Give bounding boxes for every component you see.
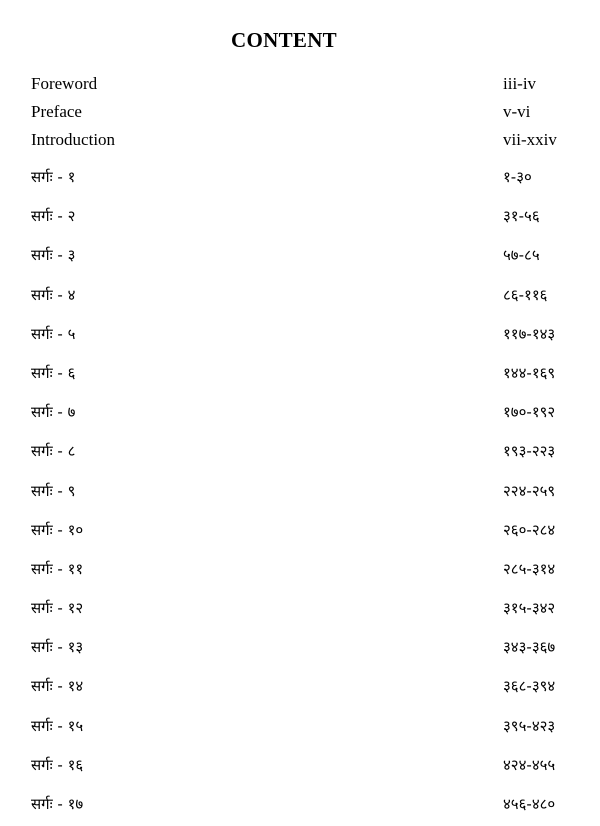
toc-entry-label: सर्गः - ३	[31, 246, 76, 265]
toc-row-canto-17	[31, 785, 576, 824]
toc-entry-label: सर्गः - १४	[31, 677, 84, 696]
toc-entry-label: सर्गः - ४	[31, 285, 76, 304]
toc-page-range: ५७-८५	[503, 246, 540, 265]
toc-page-range: ११७-१४३	[503, 324, 556, 343]
toc-entry-label: सर्गः - ९	[31, 481, 76, 500]
toc-page-range: ४२४-४५५	[503, 755, 556, 774]
toc-row-canto-7	[31, 393, 576, 432]
toc-entry-label: सर्गः - १५	[31, 716, 84, 735]
toc-page-range: ३६८-३९४	[503, 677, 556, 696]
toc-row-preface	[31, 98, 576, 126]
toc-entry-label: सर्गः - ६	[31, 363, 76, 382]
toc-entry-label: सर्गः - १७	[31, 795, 84, 813]
toc-row-foreword	[31, 70, 576, 98]
toc-page-range: २२४-२५९	[503, 481, 556, 500]
toc-entry-label: सर्गः - १०	[31, 520, 84, 539]
toc-row-canto-13	[31, 628, 576, 667]
toc-entry-label: Introduction	[31, 130, 116, 149]
toc-page-range: ३४३-३६७	[503, 638, 556, 657]
toc-entry-label: सर्गः - ५	[31, 324, 76, 343]
toc-entry-label: सर्गः - २	[31, 207, 76, 226]
toc-row-canto-3	[31, 236, 576, 275]
table-of-contents	[31, 70, 576, 824]
toc-row-canto-8	[31, 432, 576, 471]
toc-page-range: ३९५-४२३	[503, 716, 556, 735]
toc-page-range: १-३०	[503, 168, 532, 186]
toc-page-range: २६०-२८४	[503, 520, 556, 539]
toc-row-canto-2	[31, 197, 576, 236]
toc-entry-label: सर्गः - १६	[31, 755, 84, 774]
toc-entry-label: सर्गः - ८	[31, 442, 76, 461]
toc-row-canto-1	[31, 158, 576, 197]
toc-row-canto-16	[31, 746, 576, 785]
toc-page-range: ८६-११६	[503, 285, 548, 304]
toc-page-range: १४४-१६९	[503, 363, 556, 382]
toc-row-canto-9	[31, 472, 576, 511]
toc-entry-label: Foreword	[31, 74, 98, 93]
toc-page-range: vii-xxiv	[503, 130, 557, 149]
toc-page-range: v-vi	[503, 102, 531, 121]
toc-page-range: iii-iv	[503, 74, 537, 93]
toc-entry-label: Preface	[31, 102, 82, 121]
toc-row-canto-15	[31, 707, 576, 746]
toc-page-range: ३१५-३४२	[503, 599, 556, 618]
toc-page-range: २८५-३१४	[503, 559, 556, 578]
toc-page-range: ३१-५६	[503, 207, 540, 226]
toc-entry-label: सर्गः - १	[31, 168, 76, 186]
toc-row-canto-12	[31, 589, 576, 628]
page-title: CONTENT	[231, 28, 337, 52]
toc-row-canto-10	[31, 511, 576, 550]
toc-entry-label: सर्गः - ११	[31, 559, 84, 578]
toc-row-canto-11	[31, 550, 576, 589]
toc-page-range: ४५६-४८०	[503, 795, 556, 813]
toc-entry-label: सर्गः - ७	[31, 403, 76, 422]
toc-row-canto-5	[31, 315, 576, 354]
toc-row-introduction	[31, 126, 576, 154]
toc-row-canto-6	[31, 354, 576, 393]
toc-row-canto-4	[31, 276, 576, 315]
toc-entry-label: सर्गः - १३	[31, 638, 84, 657]
toc-entry-label: सर्गः - १२	[31, 599, 84, 618]
toc-page-range: १७०-१९२	[503, 403, 556, 422]
toc-page-range: १९३-२२३	[503, 442, 556, 461]
toc-row-canto-14	[31, 667, 576, 706]
